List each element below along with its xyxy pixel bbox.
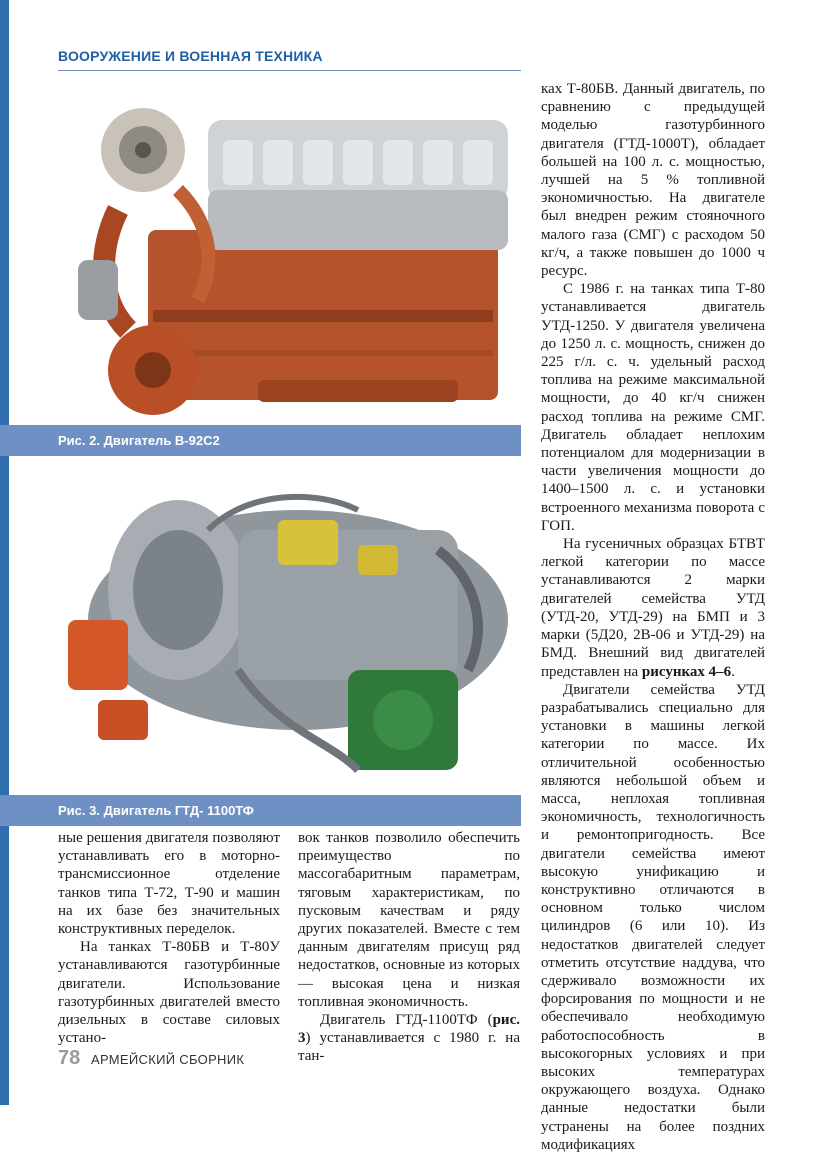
paragraph: С 1986 г. на танках типа Т-80 устанавливается двигатель УТД-1250. У двигателя увеличена до 1250 л. с. мощность, снижен до 225 г/л. с. ч. удельный расход топлива на режиме максимальной мощности, до 40 кг/ч снижен расход топлива на режиме СМГ. Двигатель обладает неплохим потенциалом для модернизации в части увеличения мощности до 1400–1500 л. с. и установки встроенного механизма поворота с ГОП. (541, 281, 765, 534)
figure-3-image (58, 470, 521, 795)
figure-2-image (58, 80, 521, 424)
figure-reference: рисунках 4–6 (641, 663, 732, 680)
left-accent-bar (0, 0, 9, 1105)
paragraph: Двигатели семейства УТД разрабатывались специально для установки в машины легкой категории по массе. Их отличительной особенностью являются небольшой объем и масса, неплохая топливная экономичность, технологичность и ремонтопригодность. Все двигатели семейства имеют высокую унификацию и конструктивно отличаются в основном только числом цилиндров (6 или 10). Из недостатков двигателей следует отметить отсутствие наддува, что сдерживало возможности их форсирования по мощности и не обеспечивало необходимую работоспособность в высокогорных условиях и при высоких температурах окружающего воздуха. Однако данные недостатки были устранены на более поздних модификациях (541, 681, 765, 1153)
journal-name: АРМЕЙСКИЙ СБОРНИК (91, 1052, 245, 1067)
header-divider (58, 70, 521, 71)
paragraph (298, 1011, 520, 1066)
text-column-3 (541, 80, 765, 1154)
section-title: ВООРУЖЕНИЕ И ВОЕННАЯ ТЕХНИКА (58, 48, 323, 64)
text-column-1 (58, 829, 280, 1047)
figure-reference: рис. 3 (298, 1012, 520, 1047)
diesel-engine-icon (58, 80, 521, 424)
page-number: 78 (58, 1047, 81, 1069)
paragraph-text: Двигатель ГТД-1100ТФ ( (320, 1012, 493, 1029)
paragraph (541, 535, 765, 681)
text-column-2 (298, 829, 520, 1066)
gas-turbine-engine-icon (58, 470, 521, 795)
paragraph: вок танков позволило обеспечить преимущество по массогабаритным параметрам, тяговым характеристикам, по пусковым качествам и ряду других показателей. Вместе с тем данным двигателям присущ ряд недостатков, основные из которых — высокая цена и низкая топливная экономичность. (298, 830, 520, 1010)
paragraph-text: На гусеничных образцах БТВТ легкой категории по массе устанавливаются 2 марки двигателей семейства УТД (УТД-20, УТД-29) на БМП и 3 марки (5Д20, 2В-06 и УТД-29) на БМД. Внешний вид двигателей представлен на (541, 536, 765, 680)
paragraph: На танках Т-80БВ и Т-80У устанавливаются газотурбинные двигатели. Использование газотурбинных двигателей вместо дизельных в составе силовых устано- (58, 939, 280, 1047)
paragraph: ные решения двигателя позволяют устанавливать его в моторно-трансмиссионное отделение танков типа Т-72, Т-90 и машин на их базе без значительных конструктивных переделок. (58, 830, 280, 938)
figure-2-caption: Рис. 2. Двигатель В-92С2 (0, 425, 521, 456)
paragraph-text: . (731, 663, 735, 680)
paragraph-text: ) устанавливается с 1980 г. на тан- (298, 1030, 520, 1065)
figure-3-caption: Рис. 3. Двигатель ГТД- 1100ТФ (0, 795, 521, 826)
paragraph: ках Т-80БВ. Данный двигатель, по сравнению с предыдущей моделью газотурбинного двигателя (ГТД-1000Т), обладает большей на 100 л. с. мощностью, лучшей на 5 % топливной экономичностью. На двигателе был внедрен режим стояночного малого газа (СМГ) с расходом 50 кг/ч, а также повышен до 1000 ч ресурс. (541, 81, 765, 280)
